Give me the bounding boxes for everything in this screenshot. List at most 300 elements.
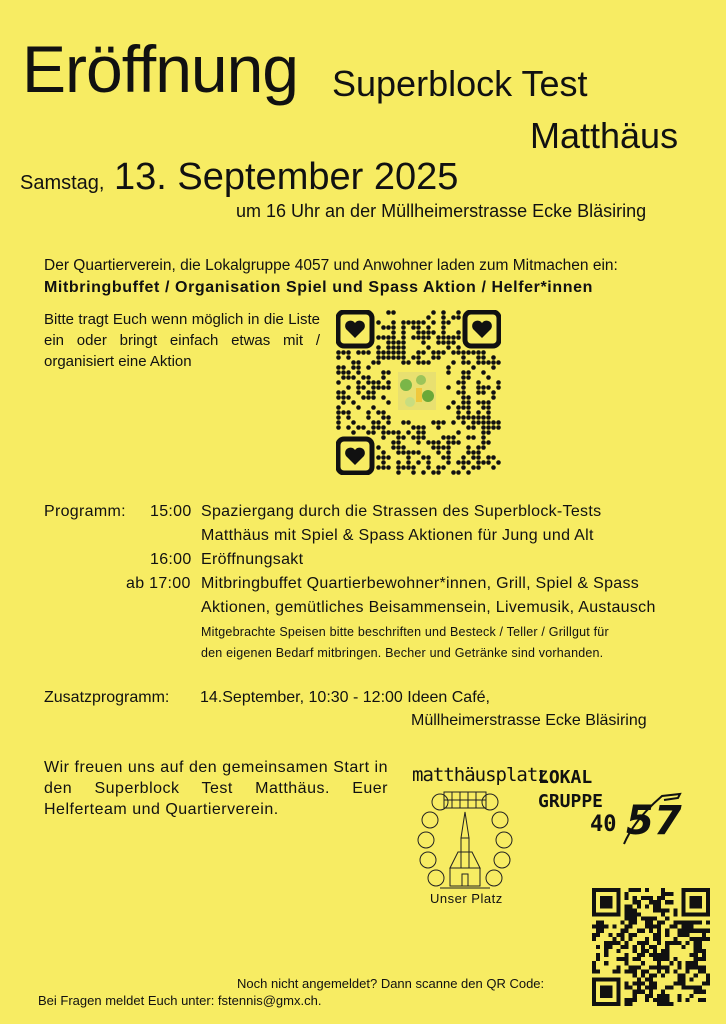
qr-module [386, 325, 391, 330]
signup-qr-code[interactable] [336, 310, 501, 475]
qr-module [669, 900, 673, 904]
qr-module [661, 998, 665, 1002]
qr-module [356, 390, 361, 395]
qr-module [446, 340, 451, 345]
qr-module [396, 460, 401, 465]
qr-module [341, 365, 346, 370]
qr-module [381, 375, 386, 380]
qr-module [381, 465, 386, 470]
qr-module [706, 892, 710, 896]
qr-module [694, 990, 698, 994]
qr-module [616, 990, 620, 994]
qr-module [461, 460, 466, 465]
qr-module [456, 390, 461, 395]
qr-module [690, 929, 694, 933]
qr-module [426, 465, 431, 470]
qr-module [396, 340, 401, 345]
qr-module [366, 395, 371, 400]
qr-module [694, 921, 698, 925]
qr-module [629, 908, 633, 912]
qr-module [421, 340, 426, 345]
qr-module [456, 310, 461, 315]
qr-module [694, 929, 698, 933]
qr-module [665, 969, 669, 973]
qr-module [346, 410, 351, 415]
qr-module [456, 415, 461, 420]
qr-module [653, 953, 657, 957]
qr-module [690, 953, 694, 957]
qr-module [441, 310, 446, 315]
scan-prompt: Noch nicht angemeldet? Dann scanne den QR Code: [237, 976, 545, 991]
qr-module [673, 912, 677, 916]
qr-module [677, 978, 681, 982]
qr-module [386, 380, 391, 385]
qr-module [341, 410, 346, 415]
qr-module [361, 375, 366, 380]
qr-module [346, 385, 351, 390]
lokalgruppe-logo-text [538, 766, 603, 814]
qr-module [436, 335, 441, 340]
qr-module [431, 355, 436, 360]
qr-module [592, 961, 596, 965]
qr-module [371, 405, 376, 410]
qr-module [698, 969, 702, 973]
qr-module [690, 904, 694, 908]
qr-module [686, 941, 690, 945]
qr-module [653, 957, 657, 961]
qr-module [401, 450, 406, 455]
qr-module [702, 933, 706, 937]
qr-module [625, 925, 629, 929]
qr-module [481, 420, 486, 425]
qr-module [361, 425, 366, 430]
qr-module [677, 982, 681, 986]
qr-module [596, 925, 600, 929]
qr-module [366, 365, 371, 370]
qr-module [612, 978, 616, 982]
qr-module [596, 912, 600, 916]
qr-module [416, 320, 421, 325]
qr-module [596, 888, 600, 892]
qr-module [625, 916, 629, 920]
qr-module [386, 385, 391, 390]
qr-module [466, 445, 471, 450]
qr-module [600, 921, 604, 925]
qr-module [604, 953, 608, 957]
qr-module [608, 912, 612, 916]
qr-module [608, 900, 612, 904]
lokalgruppe-number-40: 40 [590, 812, 617, 837]
qr-module [596, 921, 600, 925]
qr-module [690, 965, 694, 969]
qr-module [604, 961, 608, 965]
qr-module [592, 888, 596, 892]
qr-module [677, 933, 681, 937]
qr-module [461, 380, 466, 385]
qr-module [426, 440, 431, 445]
qr-module [661, 1002, 665, 1006]
qr-module [686, 998, 690, 1002]
qr-module [665, 945, 669, 949]
qr-module [371, 420, 376, 425]
qr-module [466, 460, 471, 465]
program-desc: Eröffnungsakt [201, 551, 304, 568]
title-sub-line1: Superblock Test [332, 63, 588, 104]
qr-module [657, 908, 661, 912]
qr-module [496, 360, 501, 365]
qr-module [686, 986, 690, 990]
qr-module [592, 969, 596, 973]
qr-module [702, 969, 706, 973]
qr-module [361, 385, 366, 390]
qr-module [411, 465, 416, 470]
qr-module [641, 896, 645, 900]
qr-module [608, 904, 612, 908]
qr-module [401, 435, 406, 440]
qr-module [341, 370, 346, 375]
qr-module [612, 941, 616, 945]
qr-module [649, 978, 653, 982]
qr-module [491, 425, 496, 430]
qr-module [491, 455, 496, 460]
qr-module [608, 933, 612, 937]
qr-module [604, 986, 608, 990]
qr-module [451, 340, 456, 345]
qr-module [694, 912, 698, 916]
qr-module [376, 425, 381, 430]
qr-module [665, 1002, 669, 1006]
qr-module [426, 455, 431, 460]
qr-module [456, 335, 461, 340]
qr-module [653, 916, 657, 920]
qr-module [698, 900, 702, 904]
qr-module [645, 994, 649, 998]
qr-module [702, 912, 706, 916]
qr-module [461, 355, 466, 360]
qr-module [376, 420, 381, 425]
qr-module [371, 390, 376, 395]
qr-module [677, 973, 681, 977]
qr-module [411, 450, 416, 455]
qr-module [641, 941, 645, 945]
qr-module [421, 425, 426, 430]
qr-module [665, 965, 669, 969]
qr-module [386, 355, 391, 360]
qr-module [690, 937, 694, 941]
qr-module [682, 945, 686, 949]
qr-module [592, 892, 596, 896]
title-sub-line2: Matthäus [530, 115, 679, 156]
qr-module [625, 969, 629, 973]
qr-module [641, 916, 645, 920]
qr-module [702, 982, 706, 986]
qr-module [336, 390, 341, 395]
qr-module [592, 1002, 596, 1006]
qr-module [645, 896, 649, 900]
qr-module [616, 1002, 620, 1006]
qr-module [616, 978, 620, 982]
qr-module [629, 916, 633, 920]
qr-module [481, 425, 486, 430]
qr-module [686, 929, 690, 933]
qr-module [421, 335, 426, 340]
qr-module [649, 965, 653, 969]
qr-module [486, 420, 491, 425]
qr-module [386, 420, 391, 425]
qr-module [661, 990, 665, 994]
qr-module [665, 998, 669, 1002]
qr-module [645, 998, 649, 1002]
qr-module [336, 420, 341, 425]
qr-module [381, 385, 386, 390]
qr-module [436, 340, 441, 345]
qr-module [592, 994, 596, 998]
qr-module [637, 965, 641, 969]
qr-module [665, 953, 669, 957]
qr-module [486, 425, 491, 430]
qr-module [694, 949, 698, 953]
qr-module [661, 994, 665, 998]
qr-module [616, 933, 620, 937]
qr-module [376, 320, 381, 325]
qr-module [694, 888, 698, 892]
qr-module [686, 921, 690, 925]
qr-module [682, 929, 686, 933]
qr-module [596, 929, 600, 933]
qr-module [416, 355, 421, 360]
title-main: Eröffnung [22, 32, 299, 106]
qr-module [677, 965, 681, 969]
qr-module [641, 961, 645, 965]
qr-module [446, 405, 451, 410]
qr-module [456, 350, 461, 355]
qr-module [386, 335, 391, 340]
qr-module [466, 375, 471, 380]
qr-module [481, 385, 486, 390]
qr-module [653, 933, 657, 937]
qr-module [426, 460, 431, 465]
program-desc: Aktionen, gemütliches Beisammensein, Livemusik, Austausch [201, 599, 656, 616]
qr-module [491, 365, 496, 370]
qr-module [608, 978, 612, 982]
qr-module [336, 350, 341, 355]
qr-module [604, 888, 608, 892]
qr-module [657, 953, 661, 957]
qr-module [376, 345, 381, 350]
qr-module [653, 900, 657, 904]
qr-module [451, 400, 456, 405]
qr-module [682, 973, 686, 977]
qr-module [466, 450, 471, 455]
qr-module [616, 965, 620, 969]
qr-module [682, 978, 686, 982]
qr-module [653, 904, 657, 908]
qr-module [661, 892, 665, 896]
qr-module [486, 440, 491, 445]
qr-module [396, 450, 401, 455]
qr-module [376, 380, 381, 385]
qr-module [436, 420, 441, 425]
qr-module [633, 888, 637, 892]
qr-module [446, 365, 451, 370]
qr-module [653, 925, 657, 929]
qr-module [661, 912, 665, 916]
qr-module [649, 929, 653, 933]
contact-info: Bei Fragen meldet Euch unter: fstennis@gmx.ch. [38, 993, 322, 1008]
qr-module [706, 921, 710, 925]
qr-module [451, 420, 456, 425]
program-note [201, 622, 609, 664]
program-desc: Spaziergang durch die Strassen des Superblock-Tests [201, 503, 602, 520]
qr-module [351, 420, 356, 425]
program-note-line: Mitgebrachte Speisen bitte beschriften und Besteck / Teller / Grillgut für [201, 625, 609, 639]
qr-module [456, 430, 461, 435]
qr-module [476, 460, 481, 465]
qr-module [677, 998, 681, 1002]
qr-module [649, 945, 653, 949]
qr-module [476, 455, 481, 460]
qr-module [481, 400, 486, 405]
qr-module [645, 986, 649, 990]
qr-module [698, 986, 702, 990]
qr-module [401, 465, 406, 470]
qr-module [677, 929, 681, 933]
qr-module [481, 460, 486, 465]
qr-module [673, 982, 677, 986]
qr-module [645, 916, 649, 920]
qr-module [665, 900, 669, 904]
qr-module [456, 330, 461, 335]
qr-module [612, 1002, 616, 1006]
qr-module [446, 435, 451, 440]
qr-module [604, 896, 608, 900]
qr-module [641, 990, 645, 994]
qr-module [471, 425, 476, 430]
qr-module [346, 425, 351, 430]
qr-module [461, 375, 466, 380]
qr-module [391, 440, 396, 445]
qr-module [625, 908, 629, 912]
qr-module [600, 1002, 604, 1006]
qr-module [466, 360, 471, 365]
qr-module [401, 335, 406, 340]
qr-module [476, 420, 481, 425]
qr-module [592, 904, 596, 908]
qr-module [633, 998, 637, 1002]
program-desc: Mitbringbuffet Quartierbewohner*innen, Grill, Spiel & Spass [201, 575, 640, 592]
qr-module [351, 365, 356, 370]
qr-module [645, 969, 649, 973]
qr-module [351, 400, 356, 405]
qr-module [476, 385, 481, 390]
qr-module [661, 921, 665, 925]
qr-module [629, 1002, 633, 1006]
qr-module [682, 912, 686, 916]
registration-qr-code[interactable] [592, 888, 710, 1006]
qr-module [641, 949, 645, 953]
qr-module [476, 445, 481, 450]
qr-module [436, 350, 441, 355]
qr-module [633, 990, 637, 994]
qr-module [401, 330, 406, 335]
qr-module [645, 888, 649, 892]
qr-module [426, 315, 431, 320]
qr-module [406, 465, 411, 470]
qr-module [396, 355, 401, 360]
qr-module [416, 350, 421, 355]
qr-module [401, 345, 406, 350]
qr-module [612, 925, 616, 929]
qr-module [456, 440, 461, 445]
qr-module [625, 892, 629, 896]
qr-module [476, 410, 481, 415]
qr-module [411, 470, 416, 475]
qr-module [356, 405, 361, 410]
qr-module [436, 445, 441, 450]
qr-module [616, 888, 620, 892]
qr-module [649, 921, 653, 925]
qr-module [401, 320, 406, 325]
qr-module [596, 957, 600, 961]
qr-module [336, 370, 341, 375]
qr-module [706, 900, 710, 904]
qr-module [653, 937, 657, 941]
qr-module [625, 941, 629, 945]
qr-module [653, 982, 657, 986]
qr-module [633, 933, 637, 937]
qr-module [706, 912, 710, 916]
qr-module [391, 350, 396, 355]
qr-module [600, 994, 604, 998]
qr-module [633, 921, 637, 925]
qr-module [491, 420, 496, 425]
qr-module [616, 900, 620, 904]
qr-module [620, 957, 624, 961]
qr-module [625, 945, 629, 949]
qr-module [686, 933, 690, 937]
qr-module [466, 425, 471, 430]
qr-module [673, 969, 677, 973]
qr-module [441, 340, 446, 345]
extra-program-label: Zusatzprogramm: [44, 689, 170, 706]
qr-module [620, 933, 624, 937]
qr-module [657, 925, 661, 929]
qr-module [366, 410, 371, 415]
qr-module [625, 1002, 629, 1006]
qr-module [645, 904, 649, 908]
qr-module [629, 998, 633, 1002]
qr-module [401, 325, 406, 330]
qr-module [481, 440, 486, 445]
qr-module [629, 912, 633, 916]
invite-text: Der Quartierverein, die Lokalgruppe 4057 und Anwohner laden zum Mitmachen ein: [44, 257, 618, 274]
qr-module [391, 310, 396, 315]
qr-module [446, 320, 451, 325]
lokalgruppe-57-text: 57 [626, 798, 682, 844]
qr-module [416, 360, 421, 365]
qr-module [431, 320, 436, 325]
qr-module [637, 912, 641, 916]
qr-module [616, 904, 620, 908]
qr-module [476, 465, 481, 470]
qr-module [669, 961, 673, 965]
qr-module [677, 941, 681, 945]
qr-module [371, 430, 376, 435]
qr-module [446, 455, 451, 460]
qr-module [416, 460, 421, 465]
qr-module [341, 395, 346, 400]
qr-module [481, 390, 486, 395]
